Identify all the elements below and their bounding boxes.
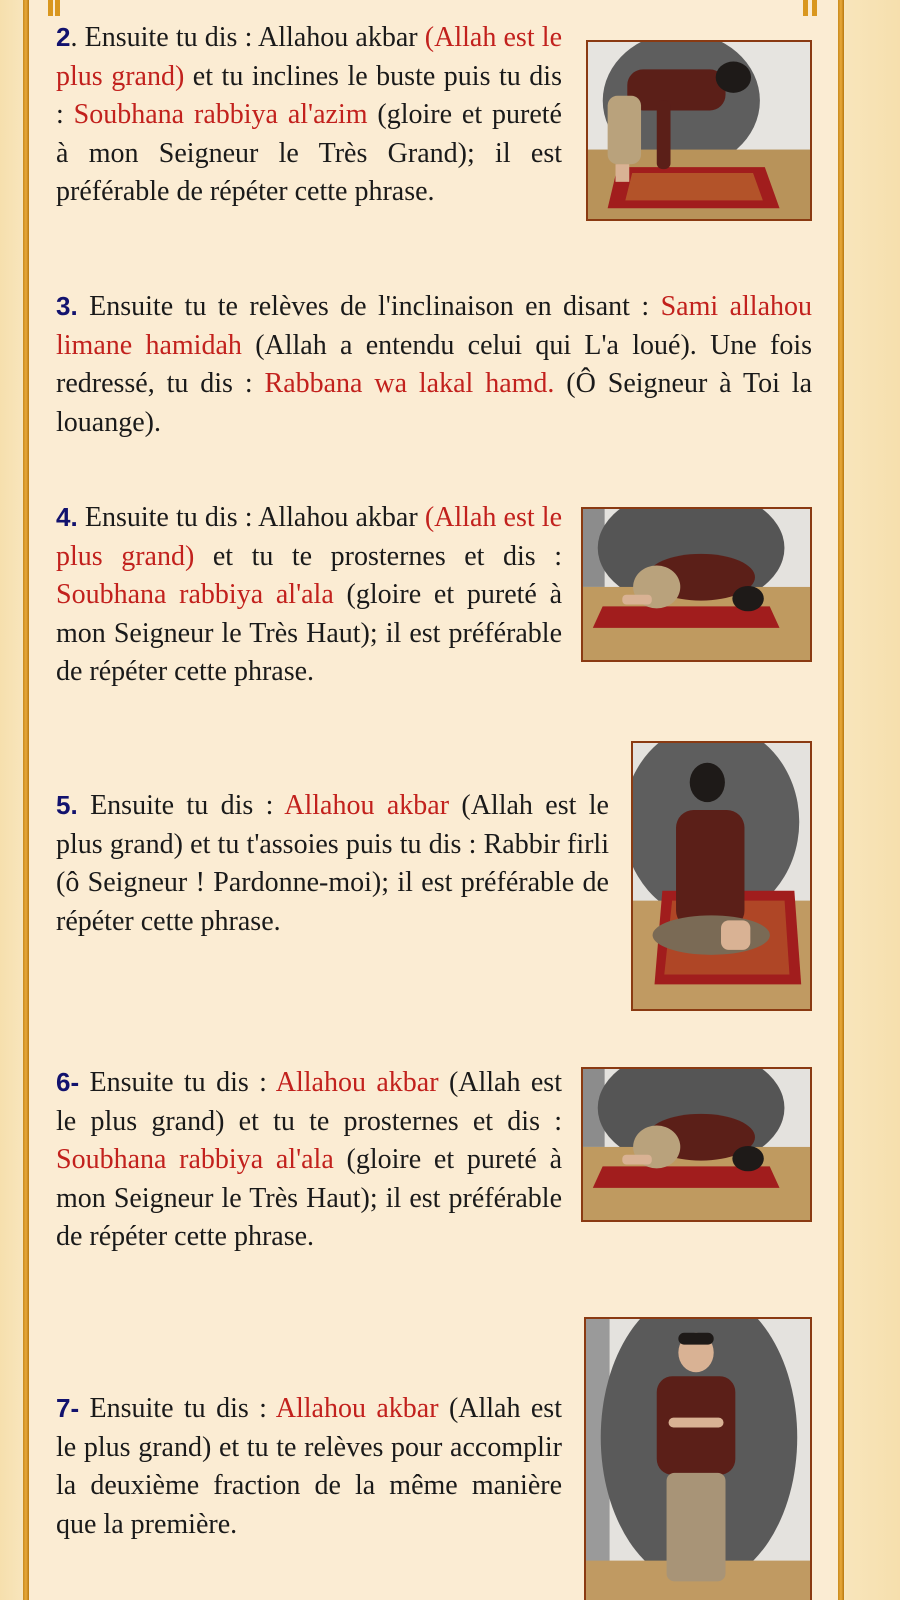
step-7-text: 7- Ensuite tu dis : Allahou akbar (Allah est le plus grand) et tu te relèves pour accomplir la deuxième fraction de la même manière que la première.	[56, 1393, 562, 1540]
standing-qiyam-photo	[584, 1317, 812, 1600]
step-number: 4.	[56, 502, 78, 532]
corner-ornament	[803, 0, 808, 16]
step-6-text: 6- Ensuite tu dis : Allahou akbar (Allah est le plus grand) et tu te prosternes et dis : Soubhana rabbiya al'ala (gloire et pureté à mon Seigneur le Très Haut); il est préférable de répéter cette phrase.	[56, 1067, 562, 1252]
step-number: 7-	[56, 1393, 80, 1423]
step-number: 2	[56, 22, 71, 52]
corner-ornament	[812, 0, 817, 16]
step-2-text: 2. Ensuite tu dis : Allahou akbar (Allah est le plus grand) et tu inclines le buste puis tu dis : Soubhana rabbiya al'azim (gloire et pureté à mon Seigneur le Très Grand); il est préférable de répéter cette phrase.	[56, 22, 562, 207]
bowing-ruku-photo	[586, 40, 812, 221]
prostration-sujud-photo	[581, 507, 812, 662]
corner-ornament	[48, 0, 53, 16]
step-number: 3.	[56, 291, 78, 321]
step-3-text: 3. Ensuite tu te relèves de l'inclinaison en disant : Sami allahou limane hamidah (Allah a entendu celui qui L'a loué). Une fois redressé, tu dis : Rabbana wa lakal hamd. (Ô Seigneur à Toi la louange).	[56, 291, 813, 438]
right-border-rail	[838, 0, 844, 1600]
sitting-jalsa-photo	[631, 741, 812, 1011]
corner-ornament	[55, 0, 60, 16]
step-4-text: 4. Ensuite tu dis : Allahou akbar (Allah est le plus grand) et tu te prosternes et dis : Soubhana rabbiya al'ala (gloire et pureté à mon Seigneur le Très Haut); il est préférable de répéter cette phrase.	[56, 502, 562, 687]
left-border-rail	[23, 0, 29, 1600]
step-number: 6-	[56, 1067, 80, 1097]
prostration-sujud-photo	[581, 1067, 812, 1222]
step-5-text: 5. Ensuite tu dis : Allahou akbar (Allah est le plus grand) et tu t'assoies puis tu dis : Rabbir firli (ô Seigneur ! Pardonne-moi); il est préférable de répéter cette phrase.	[56, 790, 609, 937]
step-number: 5.	[56, 790, 78, 820]
